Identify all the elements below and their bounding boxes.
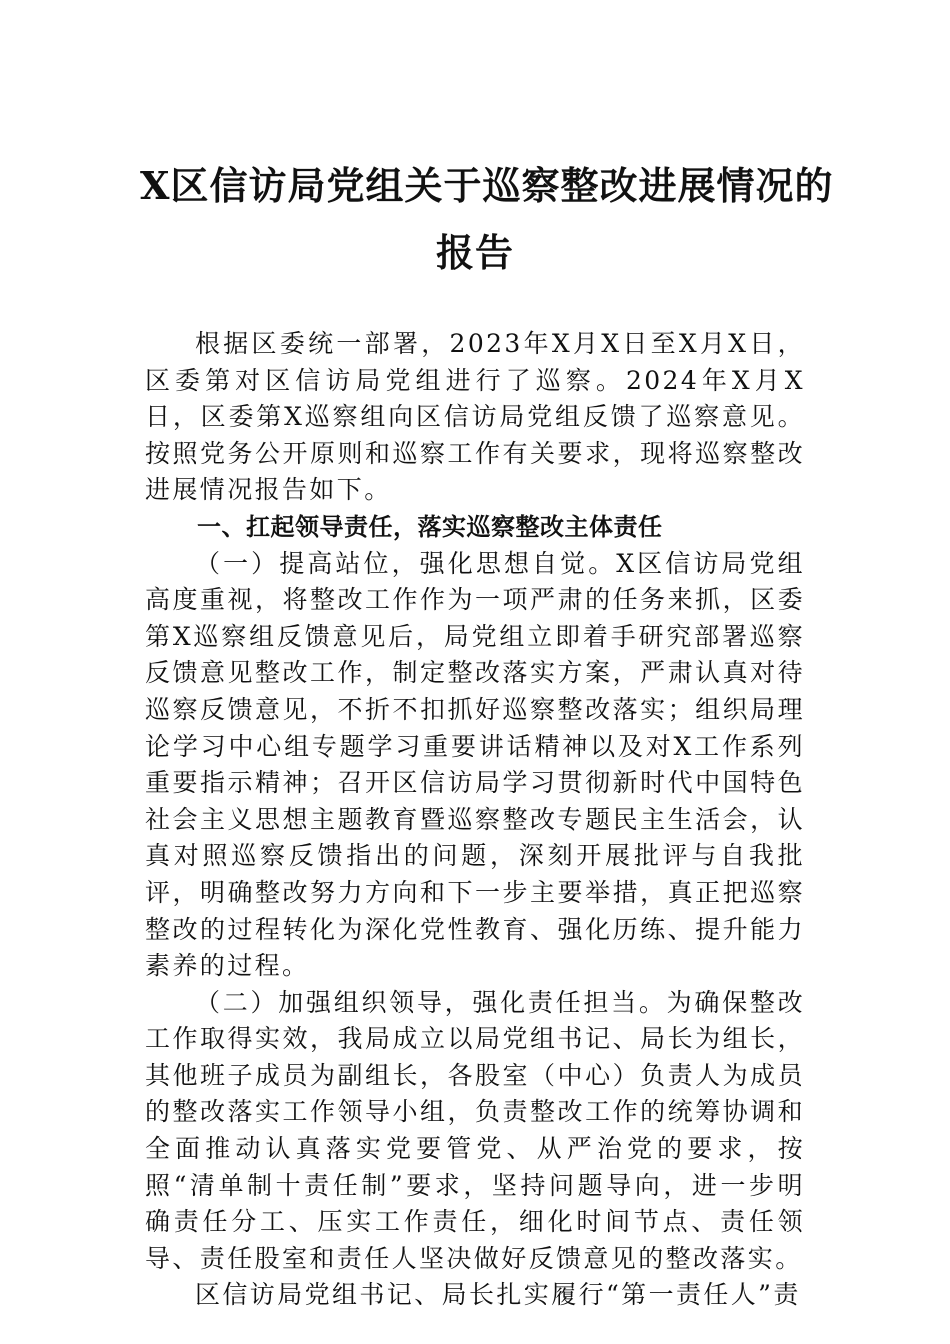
paragraph-1: （一）提高站位，强化思想自觉。X区信访局党组高度重视，将整改工作作为一项严肃的任务来抓，区委第X巡察组反馈意见后，局党组立即着手研究部署巡察反馈意见整改工作，制定整改落实方案，严肃认真对待巡察反馈意见，不折不扣抓好巡察整改落实；组织局理论学习中心组专题学习重要讲话精神以及对X工作系列重要指示精神；召开区信访局学习贯彻新时代中国特色社会主义思想主题教育暨巡察整改专题民主生活会，认真对照巡察反馈指出的问题，深刻开展批评与自我批评，明确整改努力方向和下一步主要举措，真正把巡察整改的过程转化为深化党性教育、强化历练、提升能力素养的过程。 bbox=[145, 548, 805, 981]
section-heading-1: 一、扛起领导责任，落实巡察整改主体责任 bbox=[197, 512, 663, 541]
intro-paragraph: 根据区委统一部署，2023年X月X日至X月X日，区委第对区信访局党组进行了巡察。2024年X月X日，区委第X巡察组向区信访局党组反馈了巡察意见。按照党务公开原则和巡察工作有关要求，现将巡察整改进展情况报告如下。 bbox=[145, 329, 805, 505]
document-title-line-1: X区信访局党组关于巡察整改进展情况的 bbox=[140, 163, 834, 208]
paragraph-3: 区信访局党组书记、局长扎实履行“第一责任人”责 bbox=[195, 1280, 801, 1310]
paragraph-2: （二）加强组织领导，强化责任担当。为确保整改工作取得实效，我局成立以局党组书记、局长为组长，其他班子成员为副组长，各股室（中心）负责人为成员的整改落实工作领导小组，负责整改工作的统筹协调和全面推动认真落实党要管党、从严治党的要求，按照“清单制十责任制”要求，坚持问题导向，进一步明确责任分工、压实工作责任，细化时间节点、责任领导、责任股室和责任人坚决做好反馈意见的整改落实。 bbox=[145, 987, 805, 1273]
document-body bbox=[145, 326, 805, 1314]
document-title-line-2: 报告 bbox=[435, 230, 514, 275]
